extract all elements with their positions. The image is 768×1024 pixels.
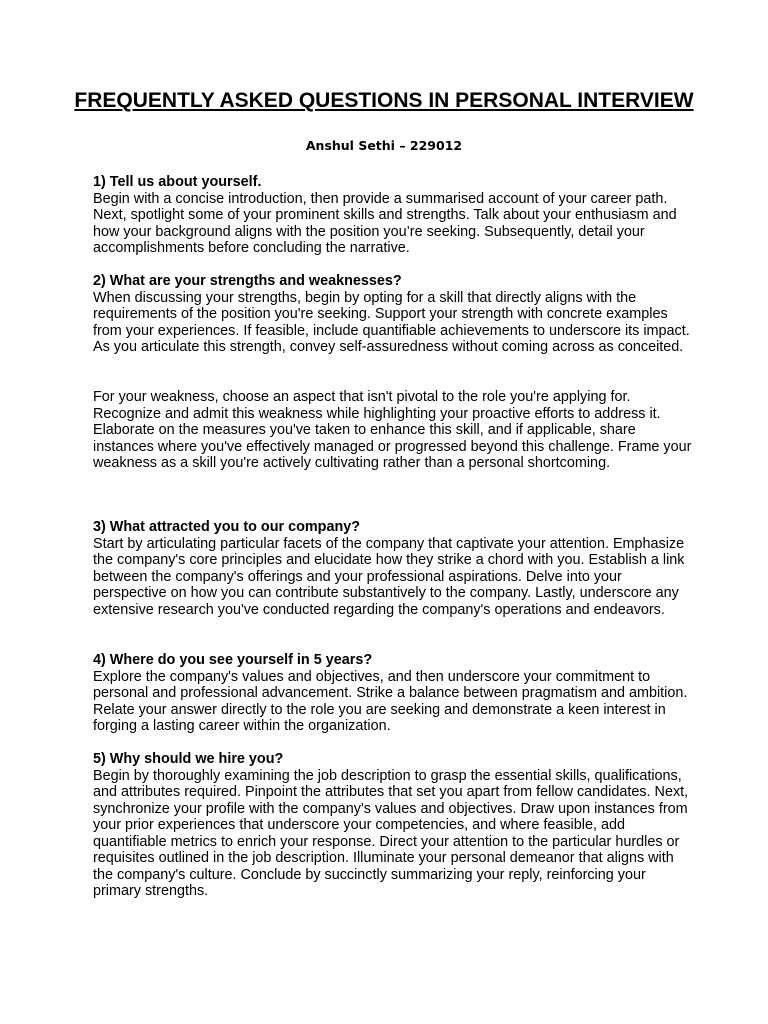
section-4 <box>93 652 693 735</box>
section-3 <box>93 519 693 618</box>
author-line: Anshul Sethi – 229012 <box>305 138 463 153</box>
question-heading: 1) Tell us about yourself. <box>93 174 262 190</box>
answer-paragraph: Explore the company's values and objectives, and then underscore your commitment to personal and professional advancement. Strike a balance between pragmatism and ambition. Relate your answer directly to the role you are seeking and demonstrate a keen interest in forging a lasting career within the organization. <box>93 668 688 734</box>
answer-paragraph: Begin with a concise introduction, then provide a summarised account of your career path. Next, spotlight some of your prominent skills and strengths. Talk about your enthusiasm and how your background aligns with the position you’re seeking. Subsequently, detail your accomplishments before concluding the narrative. <box>93 190 677 256</box>
answer-paragraph: For your weakness, choose an aspect that isn't pivotal to the role you're applying for. Recognize and admit this weakness while highlighting your proactive efforts to address it. Elaborate on the measures you've taken to enhance this skill, and if applicable, share instances where you've effectively managed or progressed beyond this challenge. Frame your weakness as a skill you're actively cultivating rather than a personal shortcoming. <box>93 389 692 471</box>
section-2-weakness <box>93 389 693 472</box>
document-title: FREQUENTLY ASKED QUESTIONS IN PERSONAL INTERVIEW <box>74 89 694 112</box>
section-2 <box>93 273 693 356</box>
question-heading: 5) Why should we hire you? <box>93 751 284 767</box>
section-5 <box>93 751 693 900</box>
section-1 <box>93 174 693 257</box>
question-heading: 4) Where do you see yourself in 5 years? <box>93 652 373 668</box>
answer-paragraph: Start by articulating particular facets of the company that captivate your attention. Emphasize the company's core principles and elucidate how they strike a chord with you. Establish a link between the company's offerings and your professional aspirations. Delve into your perspective on how you can contribute substantively to the company. Lastly, underscore any extensive research you've conducted regarding the company's operations and endeavors. <box>93 535 685 618</box>
question-heading: 3) What attracted you to our company? <box>93 519 361 535</box>
answer-paragraph: When discussing your strengths, begin by opting for a skill that directly aligns with the requirements of the position you're seeking. Support your strength with concrete examples from your experiences. If feasible, include quantifiable achievements to underscore its impact. As you articulate this strength, convey self-assuredness without coming across as conceited. <box>93 289 690 355</box>
question-heading: 2) What are your strengths and weaknesses? <box>93 273 402 289</box>
answer-paragraph: Begin by thoroughly examining the job description to grasp the essential skills, qualifications, and attributes required. Pinpoint the attributes that set you apart from fellow candidates. Next, synchronize your profile with the company's values and objectives. Draw upon instances from your prior experiences that underscore your competencies, and where feasible, add quantifiable metrics to enrich your response. Direct your attention to the particular hurdles or requisites outlined in the job description. Illuminate your personal demeanor that aligns with the company's culture. Conclude by succinctly summarizing your reply, reinforcing your primary strengths. <box>93 767 689 899</box>
